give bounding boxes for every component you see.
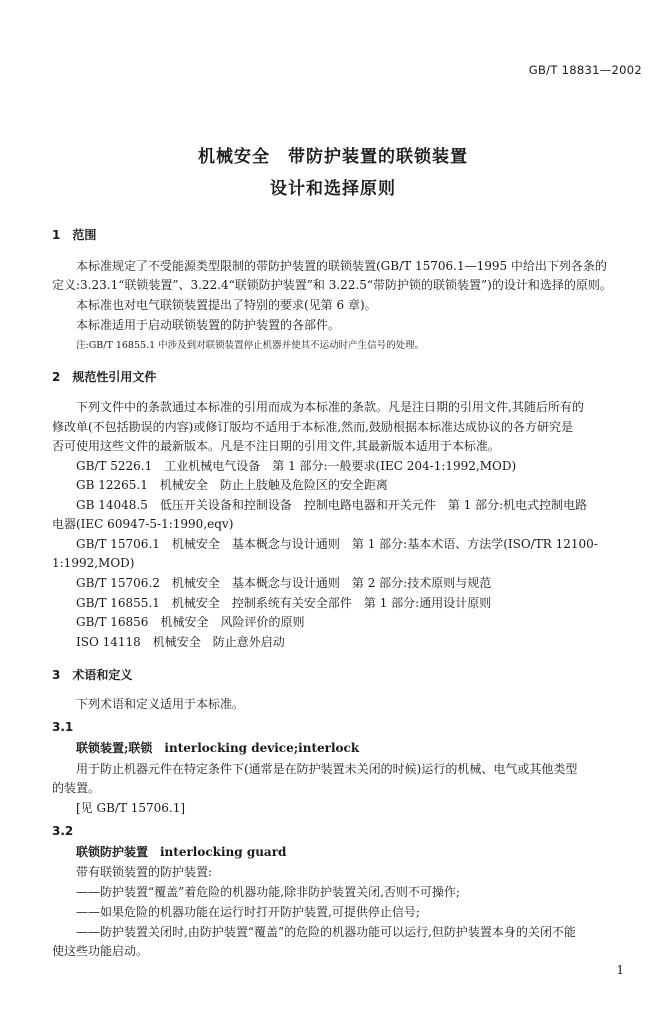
document-title-line1: 机械安全 带防护装置的联锁装置 — [198, 147, 468, 167]
clause-3-2-list-item-continuation: 使这些功能启动。 — [52, 944, 149, 958]
section-1-paragraph-line: 定义:3.23.1“联锁装置”、3.22.4“联锁防护装置”和 3.22.5“带防护锁的联锁装置”)的设计和选择的原则。 — [52, 278, 612, 292]
clause-3-2-term: 联锁防护装置 interlocking guard — [76, 845, 287, 859]
reference-item: GB/T 5226.1 工业机械电气设备 第 1 部分:一般要求(IEC 204-1:1992,MOD) — [76, 459, 517, 473]
clause-3-1-definition-line: 用于防止机器元件在特定条件下(通常是在防护装置未关闭的时候)运行的机械、电气或其他类型 — [76, 762, 578, 776]
clause-3-2-list-item: ——防护装置“覆盖”着危险的机器功能,除非防护装置关闭,否则不可操作; — [76, 885, 460, 899]
reference-item: GB/T 15706.1 机械安全 基本概念与设计通则 第 1 部分:基本术语、方法学(ISO/TR 12100- — [76, 537, 598, 551]
reference-item: GB/T 15706.2 机械安全 基本概念与设计通则 第 2 部分:技术原则与规范 — [76, 576, 492, 590]
section-1-paragraph: 本标准适用于启动联锁装置的防护装置的各部件。 — [76, 318, 341, 332]
clause-3-1-reference: [见 GB/T 15706.1] — [76, 801, 186, 815]
clause-3-1-definition-line: 的装置。 — [52, 781, 101, 795]
section-2-paragraph-line: 下列文件中的条款通过本标准的引用而成为本标准的条款。凡是注日期的引用文件,其随后所有的 — [76, 400, 584, 414]
section-2-heading: 2 规范性引用文件 — [52, 370, 157, 384]
reference-item-continuation: 电器(IEC 60947-5-1:1990,eqv) — [52, 517, 234, 531]
clause-3-2-list-item: ——如果危险的机器功能在运行时打开防护装置,可提供停止信号; — [76, 905, 420, 919]
section-2-paragraph-line: 否可使用这些文件的最新版本。凡是不注日期的引用文件,其最新版本适用于本标准。 — [52, 439, 500, 453]
reference-item: GB 12265.1 机械安全 防止上肢触及危险区的安全距离 — [76, 478, 388, 492]
reference-item: GB/T 16856 机械安全 风险评价的原则 — [76, 615, 305, 629]
section-1-note: 注:GB/T 16855.1 中涉及到对联锁装置停止机器并使其不运动时产生信号的处理。 — [76, 340, 425, 351]
clause-3-2-number: 3.2 — [52, 824, 74, 838]
clause-3-2-list-item: ——防护装置关闭时,由防护装置“覆盖”的危险的机器功能可以运行,但防护装置本身的关闭不能 — [76, 925, 576, 939]
document-title-line2: 设计和选择原则 — [270, 179, 396, 199]
section-1-paragraph: 本标准也对电气联锁装置提出了特别的要求(见第 6 章)。 — [76, 298, 377, 312]
clause-3-1-number: 3.1 — [52, 720, 74, 734]
section-2-paragraph-line: 修改单(不包括勘误的内容)或修订版均不适用于本标准,然而,鼓励根据本标准达成协议的各方研究是 — [52, 420, 573, 434]
clause-3-2-definition: 带有联锁装置的防护装置: — [76, 865, 213, 879]
standard-number: GB/T 18831—2002 — [528, 63, 642, 77]
clause-3-1-term: 联锁装置;联锁 interlocking device;interlock — [76, 741, 360, 755]
section-1-paragraph-line: 本标准规定了不受能源类型限制的带防护装置的联锁装置(GB/T 15706.1—1995 中给出下列各条的 — [76, 259, 607, 273]
reference-item: GB 14048.5 低压开关设备和控制设备 控制电路电器和开关元件 第 1 部分:机电式控制电路 — [76, 498, 588, 512]
section-3-heading: 3 术语和定义 — [52, 668, 133, 682]
reference-item: GB/T 16855.1 机械安全 控制系统有关安全部件 第 1 部分:通用设计原则 — [76, 596, 492, 610]
reference-item: ISO 14118 机械安全 防止意外启动 — [76, 635, 285, 649]
reference-item-continuation: 1:1992,MOD) — [52, 556, 135, 570]
page-number: 1 — [616, 963, 624, 977]
section-3-intro: 下列术语和定义适用于本标准。 — [76, 697, 245, 711]
section-1-heading: 1 范围 — [52, 228, 97, 242]
